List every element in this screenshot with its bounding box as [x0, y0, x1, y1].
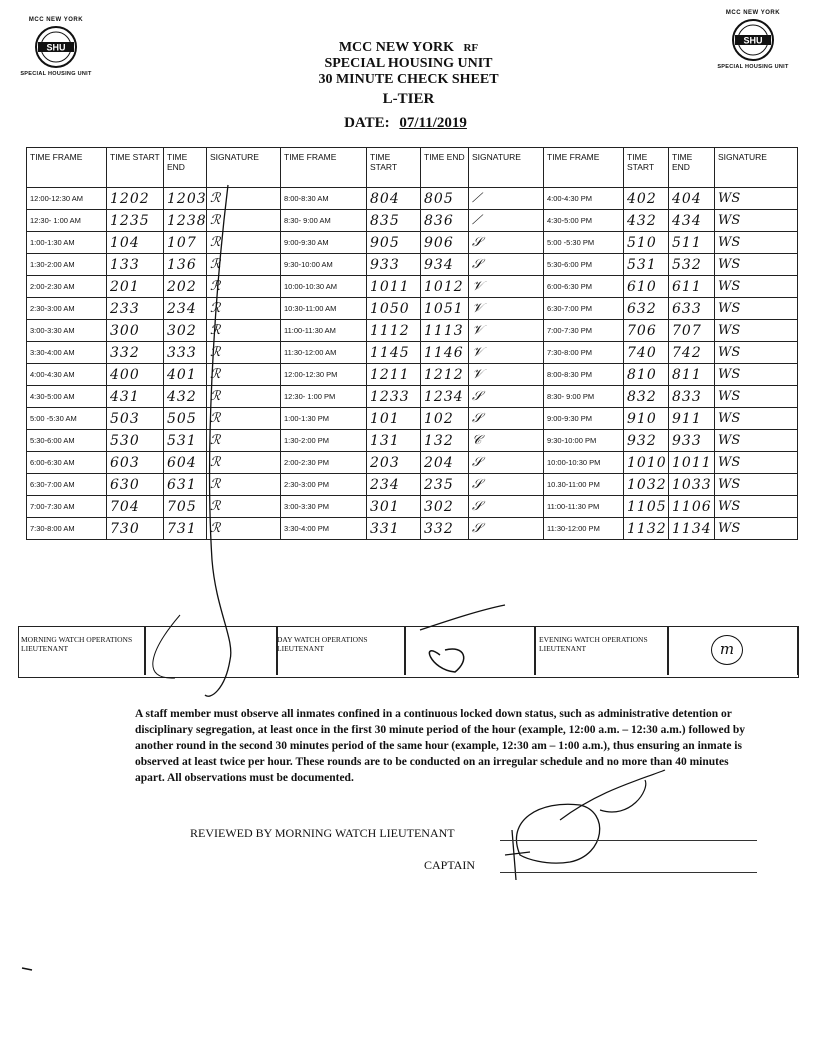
time-start-cell: 1233 — [367, 386, 421, 408]
time-end-cell: 1238 — [164, 210, 207, 232]
table-row — [27, 496, 798, 518]
signature-cell: WS — [715, 496, 798, 518]
time-frame-cell: 1:30-2:00 AM — [27, 254, 107, 276]
time-frame-cell: 8:00-8:30 PM — [544, 364, 624, 386]
emblem-text: SHU — [743, 35, 763, 46]
signature-cell: WS — [715, 452, 798, 474]
time-end-cell: 531 — [164, 430, 207, 452]
time-frame-cell: 5:30-6:00 PM — [544, 254, 624, 276]
signature-cell: WS — [715, 276, 798, 298]
date-label: DATE: — [344, 115, 390, 131]
logo-left-bottom-text: SPECIAL HOUSING UNIT — [20, 71, 92, 77]
time-end-cell: 432 — [164, 386, 207, 408]
time-start-cell: 101 — [367, 408, 421, 430]
signature-cell: ℛ — [207, 210, 281, 232]
captain-signature-line — [500, 872, 757, 873]
time-end-cell: 811 — [669, 364, 715, 386]
col-header: TIME END — [669, 148, 715, 188]
time-start-cell: 331 — [367, 518, 421, 540]
time-frame-cell: 12:30- 1:00 AM — [27, 210, 107, 232]
time-frame-cell: 4:30-5:00 PM — [544, 210, 624, 232]
evening-initials-text: m — [719, 640, 735, 658]
col-header: TIME FRAME — [281, 148, 367, 188]
time-start-cell: 1202 — [107, 188, 164, 210]
signature-cell: 𝒮 — [469, 386, 544, 408]
signature-cell: ⟋ — [469, 188, 544, 210]
time-end-cell: 1146 — [421, 342, 469, 364]
time-start-cell: 332 — [107, 342, 164, 364]
signature-cell: 𝒱 — [469, 276, 544, 298]
table-row — [27, 386, 798, 408]
table-row — [27, 430, 798, 452]
time-end-cell: 132 — [421, 430, 469, 452]
table-row — [27, 342, 798, 364]
time-frame-cell: 9:30-10:00 AM — [281, 254, 367, 276]
time-frame-cell: 2:00-2:30 AM — [27, 276, 107, 298]
time-end-cell: 302 — [164, 320, 207, 342]
time-start-cell: 730 — [107, 518, 164, 540]
time-frame-cell: 3:30-4:00 PM — [281, 518, 367, 540]
time-start-cell: 510 — [624, 232, 669, 254]
check-table — [26, 147, 798, 540]
time-end-cell: 633 — [669, 298, 715, 320]
time-frame-cell: 1:00-1:30 PM — [281, 408, 367, 430]
time-frame-cell: 11:00-11:30 PM — [544, 496, 624, 518]
time-frame-cell: 6:30-7:00 PM — [544, 298, 624, 320]
header-line1 — [0, 40, 817, 56]
signature-cell: WS — [715, 518, 798, 540]
facility-name: MCC NEW YORK — [338, 40, 454, 55]
time-start-cell: 832 — [624, 386, 669, 408]
time-start-cell: 932 — [624, 430, 669, 452]
time-frame-cell: 1:00-1:30 AM — [27, 232, 107, 254]
time-end-cell: 234 — [164, 298, 207, 320]
time-frame-cell: 4:30-5:00 AM — [27, 386, 107, 408]
reviewed-by-label: REVIEWED BY MORNING WATCH LIEUTENANT — [190, 826, 455, 840]
signature-cell: WS — [715, 188, 798, 210]
signature-cell: 𝒮 — [469, 474, 544, 496]
time-end-cell: 604 — [164, 452, 207, 474]
day-watch-label: DAY WATCH OPERATIONS LIEUTENANT — [277, 635, 368, 653]
signature-cell: ℛ — [207, 188, 281, 210]
signature-cell: 𝒮 — [469, 254, 544, 276]
time-frame-cell: 4:00-4:30 PM — [544, 188, 624, 210]
date-value: 07/11/2019 — [399, 115, 467, 131]
signature-cell: WS — [715, 408, 798, 430]
logo-right-bottom-text: SPECIAL HOUSING UNIT — [717, 64, 789, 70]
morning-watch-signature-slot — [144, 627, 278, 675]
time-frame-cell: 12:00-12:30 PM — [281, 364, 367, 386]
signature-cell: ℛ — [207, 408, 281, 430]
time-frame-cell: 10.30-11:00 PM — [544, 474, 624, 496]
time-end-cell: 532 — [669, 254, 715, 276]
col-header: TIME END — [164, 148, 207, 188]
time-end-cell: 906 — [421, 232, 469, 254]
time-end-cell: 401 — [164, 364, 207, 386]
time-end-cell: 705 — [164, 496, 207, 518]
signature-cell: 𝒮 — [469, 496, 544, 518]
time-start-cell: 503 — [107, 408, 164, 430]
time-frame-cell: 2:00-2:30 PM — [281, 452, 367, 474]
signature-cell: 𝒱 — [469, 298, 544, 320]
time-end-cell: 742 — [669, 342, 715, 364]
time-frame-cell: 5:30-6:00 AM — [27, 430, 107, 452]
signature-cell: 𝒞 — [469, 430, 544, 452]
evening-watch-signature-slot — [667, 627, 799, 675]
signature-cell: WS — [715, 342, 798, 364]
time-start-cell: 530 — [107, 430, 164, 452]
time-start-cell: 234 — [367, 474, 421, 496]
signature-cell: 𝒮 — [469, 518, 544, 540]
time-end-cell: 102 — [421, 408, 469, 430]
time-start-cell: 1112 — [367, 320, 421, 342]
time-start-cell: 1145 — [367, 342, 421, 364]
signature-cell: WS — [715, 320, 798, 342]
time-frame-cell: 5:00 -5:30 AM — [27, 408, 107, 430]
time-start-cell: 201 — [107, 276, 164, 298]
time-end-cell: 505 — [164, 408, 207, 430]
logo-left-top-text: MCC NEW YORK — [28, 17, 84, 23]
time-end-cell: 1134 — [669, 518, 715, 540]
time-end-cell: 1106 — [669, 496, 715, 518]
time-start-cell: 1235 — [107, 210, 164, 232]
time-frame-cell: 10:30-11:00 AM — [281, 298, 367, 320]
time-frame-cell: 8:00-8:30 AM — [281, 188, 367, 210]
time-start-cell: 203 — [367, 452, 421, 474]
time-start-cell: 1010 — [624, 452, 669, 474]
time-start-cell: 131 — [367, 430, 421, 452]
time-end-cell: 434 — [669, 210, 715, 232]
time-start-cell: 1050 — [367, 298, 421, 320]
time-frame-cell: 11:00-11:30 AM — [281, 320, 367, 342]
time-end-cell: 1012 — [421, 276, 469, 298]
time-end-cell: 333 — [164, 342, 207, 364]
time-start-cell: 400 — [107, 364, 164, 386]
signature-cell: 𝒱 — [469, 364, 544, 386]
signature-cell: ℛ — [207, 276, 281, 298]
signature-cell: 𝒱 — [469, 342, 544, 364]
time-start-cell: 1132 — [624, 518, 669, 540]
reviewed-by-signature-line — [500, 840, 757, 841]
time-end-cell: 731 — [164, 518, 207, 540]
time-end-cell: 302 — [421, 496, 469, 518]
time-frame-cell: 12:30- 1:00 PM — [281, 386, 367, 408]
col-header: TIME END — [421, 148, 469, 188]
signature-cell: WS — [715, 232, 798, 254]
signature-cell: ℛ — [207, 320, 281, 342]
table-row — [27, 188, 798, 210]
time-end-cell: 631 — [164, 474, 207, 496]
time-frame-cell: 5:00 -5:30 PM — [544, 232, 624, 254]
table-row — [27, 254, 798, 276]
time-frame-cell: 9:30-10:00 PM — [544, 430, 624, 452]
time-start-cell: 1105 — [624, 496, 669, 518]
time-end-cell: 332 — [421, 518, 469, 540]
col-header: TIME START — [624, 148, 669, 188]
time-end-cell: 836 — [421, 210, 469, 232]
time-start-cell: 740 — [624, 342, 669, 364]
day-watch-signature-slot — [404, 627, 536, 675]
time-start-cell: 1011 — [367, 276, 421, 298]
time-start-cell: 300 — [107, 320, 164, 342]
col-header: TIME FRAME — [544, 148, 624, 188]
signature-cell: ℛ — [207, 518, 281, 540]
time-end-cell: 911 — [669, 408, 715, 430]
captain-label: CAPTAIN — [424, 858, 476, 872]
time-start-cell: 910 — [624, 408, 669, 430]
emblem-text: SHU — [46, 42, 66, 53]
time-end-cell: 136 — [164, 254, 207, 276]
time-end-cell: 934 — [421, 254, 469, 276]
table-row — [27, 518, 798, 540]
time-end-cell: 933 — [669, 430, 715, 452]
table-row — [27, 408, 798, 430]
time-start-cell: 610 — [624, 276, 669, 298]
time-end-cell: 107 — [164, 232, 207, 254]
time-end-cell: 1203 — [164, 188, 207, 210]
logo-right-top-text: MCC NEW YORK — [725, 10, 781, 16]
col-header: SIGNATURE — [715, 148, 798, 188]
time-end-cell: 404 — [669, 188, 715, 210]
tier-label: L-TIER — [382, 91, 435, 107]
evening-watch-label: EVENING WATCH OPERATIONS LIEUTENANT — [539, 635, 648, 653]
evening-initials — [711, 635, 743, 665]
time-end-cell: 833 — [669, 386, 715, 408]
instruction-paragraph: A staff member must observe all inmates confined in a continuous locked down status, such as administrative detention or disciplinary segregation, at least once in the first 30 minute period of the hour (example, 12:00 a.m. – 12:30 a.m.) followed by another round in the second 30 minutes period of the same hour (example, 12:30 am – 1:00 a.m.), thus ensuring an inmate is observed at least twice per hour. These rounds are to be conducted on an irregular schedule and no more than 40 minutes apart. All observations must be documented. — [135, 708, 745, 784]
signature-cell: ℛ — [207, 298, 281, 320]
time-start-cell: 704 — [107, 496, 164, 518]
time-frame-cell: 1:30-2:00 PM — [281, 430, 367, 452]
time-start-cell: 432 — [624, 210, 669, 232]
time-end-cell: 511 — [669, 232, 715, 254]
signature-cell: WS — [715, 430, 798, 452]
sheet-title: 30 MINUTE CHECK SHEET — [318, 72, 499, 87]
time-frame-cell: 3:00-3:30 PM — [281, 496, 367, 518]
header-stray-mark: RF — [463, 42, 479, 54]
date-line — [0, 115, 817, 132]
time-end-cell: 1051 — [421, 298, 469, 320]
time-end-cell: 202 — [164, 276, 207, 298]
table-row — [27, 232, 798, 254]
time-frame-cell: 7:30-8:00 AM — [27, 518, 107, 540]
table-row — [27, 452, 798, 474]
time-frame-cell: 10:00-10:30 PM — [544, 452, 624, 474]
time-frame-cell: 2:30-3:00 AM — [27, 298, 107, 320]
time-start-cell: 603 — [107, 452, 164, 474]
time-frame-cell: 9:00-9:30 PM — [544, 408, 624, 430]
time-frame-cell: 7:00-7:30 PM — [544, 320, 624, 342]
time-start-cell: 804 — [367, 188, 421, 210]
time-start-cell: 133 — [107, 254, 164, 276]
time-frame-cell: 12:00-12:30 AM — [27, 188, 107, 210]
time-end-cell: 1113 — [421, 320, 469, 342]
signature-cell: WS — [715, 210, 798, 232]
time-frame-cell: 11:30-12:00 PM — [544, 518, 624, 540]
col-header: TIME FRAME — [27, 148, 107, 188]
time-start-cell: 1032 — [624, 474, 669, 496]
col-header: SIGNATURE — [469, 148, 544, 188]
time-start-cell: 531 — [624, 254, 669, 276]
table-row — [27, 364, 798, 386]
watch-signature-strip — [18, 626, 799, 678]
table-row — [27, 474, 798, 496]
time-frame-cell: 7:00-7:30 AM — [27, 496, 107, 518]
time-start-cell: 632 — [624, 298, 669, 320]
time-start-cell: 933 — [367, 254, 421, 276]
time-frame-cell: 6:00-6:30 PM — [544, 276, 624, 298]
time-start-cell: 233 — [107, 298, 164, 320]
signature-cell: 𝒮 — [469, 408, 544, 430]
table-row — [27, 210, 798, 232]
signature-cell: ℛ — [207, 430, 281, 452]
unit-name: SPECIAL HOUSING UNIT — [324, 56, 493, 71]
time-frame-cell: 3:30-4:00 AM — [27, 342, 107, 364]
time-frame-cell: 7:30-8:00 PM — [544, 342, 624, 364]
time-start-cell: 301 — [367, 496, 421, 518]
time-frame-cell: 9:00-9:30 AM — [281, 232, 367, 254]
time-end-cell: 235 — [421, 474, 469, 496]
time-frame-cell: 10:00-10:30 AM — [281, 276, 367, 298]
signature-cell: ℛ — [207, 342, 281, 364]
time-end-cell: 1011 — [669, 452, 715, 474]
signature-cell: WS — [715, 254, 798, 276]
signature-cell: 𝒮 — [469, 232, 544, 254]
time-end-cell: 1033 — [669, 474, 715, 496]
time-frame-cell: 2:30-3:00 PM — [281, 474, 367, 496]
time-end-cell: 204 — [421, 452, 469, 474]
signature-cell: ℛ — [207, 496, 281, 518]
time-frame-cell: 3:00-3:30 AM — [27, 320, 107, 342]
signature-cell: WS — [715, 474, 798, 496]
signature-cell: WS — [715, 298, 798, 320]
time-start-cell: 905 — [367, 232, 421, 254]
time-start-cell: 104 — [107, 232, 164, 254]
table-row — [27, 276, 798, 298]
time-start-cell: 630 — [107, 474, 164, 496]
time-start-cell: 706 — [624, 320, 669, 342]
signature-cell: ℛ — [207, 364, 281, 386]
col-header: SIGNATURE — [207, 148, 281, 188]
time-frame-cell: 6:00-6:30 AM — [27, 452, 107, 474]
time-frame-cell: 6:30-7:00 AM — [27, 474, 107, 496]
col-header: TIME START — [367, 148, 421, 188]
time-frame-cell: 8:30- 9:00 PM — [544, 386, 624, 408]
signature-cell: ℛ — [207, 232, 281, 254]
time-end-cell: 1212 — [421, 364, 469, 386]
time-frame-cell: 11:30-12:00 AM — [281, 342, 367, 364]
signature-cell: ⟋ — [469, 210, 544, 232]
signature-cell: ℛ — [207, 452, 281, 474]
signature-cell: ℛ — [207, 474, 281, 496]
time-start-cell: 402 — [624, 188, 669, 210]
time-end-cell: 805 — [421, 188, 469, 210]
time-frame-cell: 4:00-4:30 AM — [27, 364, 107, 386]
time-end-cell: 611 — [669, 276, 715, 298]
signature-cell: 𝒮 — [469, 452, 544, 474]
table-row — [27, 298, 798, 320]
time-start-cell: 810 — [624, 364, 669, 386]
time-end-cell: 1234 — [421, 386, 469, 408]
signature-cell: WS — [715, 386, 798, 408]
signature-cell: WS — [715, 364, 798, 386]
time-start-cell: 431 — [107, 386, 164, 408]
table-row — [27, 320, 798, 342]
time-frame-cell: 8:30- 9:00 AM — [281, 210, 367, 232]
signature-cell: ℛ — [207, 386, 281, 408]
col-header: TIME START — [107, 148, 164, 188]
table-header-row — [27, 148, 798, 188]
signature-cell: 𝒱 — [469, 320, 544, 342]
time-start-cell: 1211 — [367, 364, 421, 386]
time-start-cell: 835 — [367, 210, 421, 232]
morning-watch-label: MORNING WATCH OPERATIONS LIEUTENANT — [21, 635, 133, 653]
signature-cell: ℛ — [207, 254, 281, 276]
time-end-cell: 707 — [669, 320, 715, 342]
